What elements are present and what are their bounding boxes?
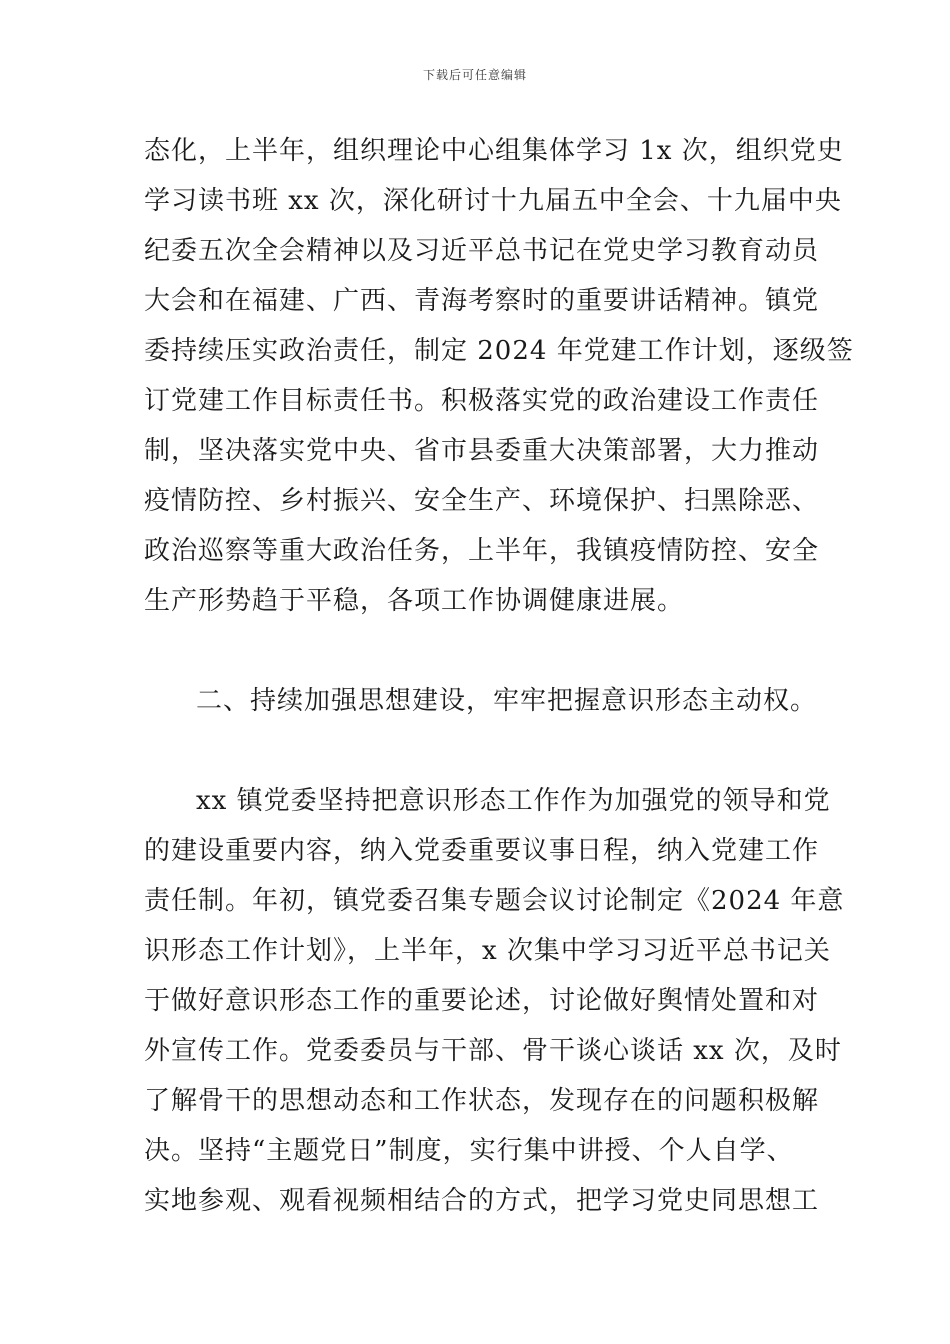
text-line: 生产形势趋于平稳，各项工作协调健康进展。 xyxy=(144,586,685,616)
text-line: 订党建工作目标责任书。积极落实党的政治建设工作责任 xyxy=(144,386,820,416)
text-line: 学习读书班 xx 次，深化研讨十九届五中全会、十九届中央 xyxy=(144,186,842,216)
text-line: 决。坚持“主题党日”制度，实行集中讲授、个人自学、 xyxy=(144,1136,794,1166)
section-heading xyxy=(144,676,818,726)
text-line: 识形态工作计划》，上半年，x 次集中学习习近平总书记关 xyxy=(144,936,831,966)
paragraph-2 xyxy=(144,776,845,1226)
header-note: 下载后可任意编辑 xyxy=(422,68,527,82)
text-line: 态化，上半年，组织理论中心组集体学习 1x 次，组织党史 xyxy=(144,136,844,166)
text-line: xx 镇党委坚持把意识形态工作作为加强党的领导和党 xyxy=(196,786,831,816)
text-line: 于做好意识形态工作的重要论述，讨论做好舆情处置和对 xyxy=(144,986,820,1016)
text-line: 委持续压实政治责任，制定 2024 年党建工作计划，逐级签 xyxy=(144,336,854,366)
text-line: 实地参观、观看视频相结合的方式，把学习党史同思想工 xyxy=(144,1186,820,1216)
text-line: 纪委五次全会精神以及习近平总书记在党史学习教育动员 xyxy=(144,236,820,266)
paragraph-1 xyxy=(144,126,854,626)
text-line: 责任制。年初，镇党委召集专题会议讨论制定《2024 年意 xyxy=(144,886,845,916)
section-heading-text: 二、持续加强思想建设，牢牢把握意识形态主动权。 xyxy=(196,686,818,716)
text-line: 的建设重要内容，纳入党委重要议事日程，纳入党建工作 xyxy=(144,836,820,866)
text-line: 外宣传工作。党委委员与干部、骨干谈心谈话 xx 次，及时 xyxy=(144,1036,842,1066)
text-line: 政治巡察等重大政治任务，上半年，我镇疫情防控、安全 xyxy=(144,536,820,566)
text-line: 大会和在福建、广西、青海考察时的重要讲话精神。镇党 xyxy=(144,286,820,316)
text-line: 制，坚决落实党中央、省市县委重大决策部署，大力推动 xyxy=(144,436,820,466)
text-line: 疫情防控、乡村振兴、安全生产、环境保护、扫黑除恶、 xyxy=(144,486,820,516)
text-line: 了解骨干的思想动态和工作状态，发现存在的问题积极解 xyxy=(144,1086,820,1116)
